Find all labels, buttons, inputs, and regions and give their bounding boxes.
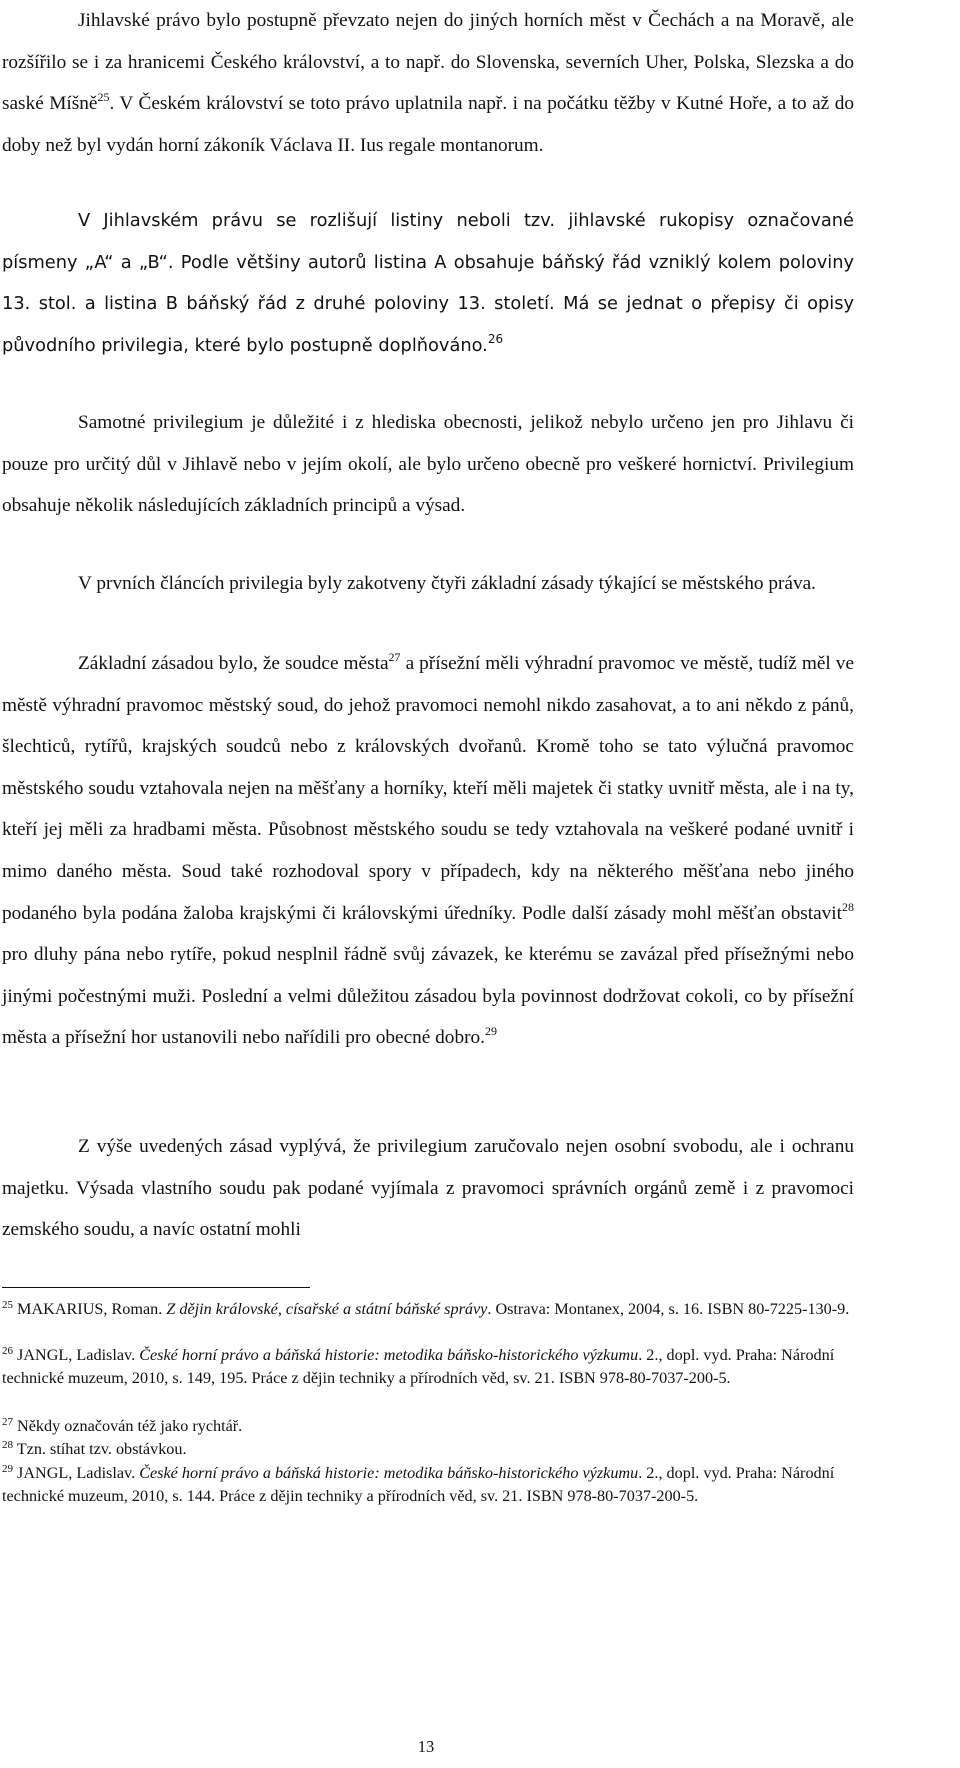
paragraph-2 [2,200,854,366]
footnote-26 [2,1344,854,1390]
paragraph-text: Samotné privilegium je důležité i z hlediska obecnosti, jelikož nebylo určeno jen pro Jihlavu či pouze pro určitý důl v Jihlavě nebo v jejím okolí, ale bylo určeno obecně pro veškeré hornictví. Privilegium obsahuje několik následujících základních principů a výsad. [2,412,854,517]
footnote-text: . Ostrava: Montanex, 2004, s. 16. ISBN 80-7225-130-9. [487,1300,850,1318]
footnote-28 [2,1438,854,1461]
footnote-number: 28 [2,1439,13,1451]
paragraph-text: V Jihlavském právu se rozlišují listiny neboli tzv. jihlavské rukopisy označované písmeny „A“ a „B“. Podle většiny autorů listina A obsahuje báňský řád vzniklý kolem poloviny 13. stol. a listina B báňský řád z druhé poloviny 13. století. Má se jednat o přepisy či opisy původního privilegia, které bylo postupně doplňováno. [2,210,854,356]
paragraph-text: Jihlavské právo bylo postupně převzato nejen do jiných horních měst v Čechách a na Moravě, ale rozšířilo se i za hranicemi Českého království, a to např. do Slovenska, severních Uher, Polska, Slezska a do saské Míšně [2,10,854,115]
paragraph-text: Z výše uvedených zásad vyplývá, že privilegium zaručovalo nejen osobní svobodu, ale i ochranu majetku. Výsada vlastního soudu pak podané vyjímala z pravomoci správních orgánů země i z pravomoci zemského soudu, a navíc ostatní mohli [2,1136,854,1241]
paragraph-6 [2,1126,854,1251]
paragraph-3 [2,402,854,527]
footnote-text: . 2., dopl. vyd. Praha: Národní technické muzeum, 2010, s. 149, 195. Práce z dějin techniky a přírodních věd, sv. 21. ISBN 978-80-7037-200-5. [2,1346,835,1387]
footnote-title: České horní právo a báňská historie: metodika báňsko-historického výzkumu [139,1346,639,1364]
paragraph-text: pro dluhy pána nebo rytíře, pokud nesplnil řádně svůj závazek, ke kterému se zavázal před přísežnými nebo jinými počestnými muži. Poslední a velmi důležitou zásadou byla povinnost dodržovat cokoli, co by přísežní města a přísežní hor ustanovili nebo nařídili pro obecné dobro. [2,944,854,1049]
footnote-separator [2,1287,310,1288]
footnote-text: . 2., dopl. vyd. Praha: Národní technické muzeum, 2010, s. 144. Práce z dějin techniky a přírodních věd, sv. 21. ISBN 978-80-7037-200-5. [2,1464,835,1505]
footnote-text: JANGL, Ladislav. [13,1346,140,1364]
footnote-27 [2,1415,854,1438]
footnote-29 [2,1462,854,1508]
paragraph-text: . V Českém království se toto právo uplatnila např. i na počátku těžby v Kutné Hoře, a to až do doby než byl vydán horní zákoník Václava II. Ius regale montanorum. [2,93,854,156]
paragraph-4 [2,563,854,605]
footnote-text: JANGL, Ladislav. [13,1464,140,1482]
paragraph-text: a přísežní měli výhradní pravomoc ve městě, tudíž měl ve městě výhradní pravomoc městský soud, do jehož pravomoci nemohl nikdo zasahovat, a to ani někdo z pánů, šlechticů, rytířů, krajských soudců nebo z královských dvořanů. Kromě toho se tato výlučná pravomoc městského soudu vztahovala nejen na měšťany a horníky, kteří měli majetek či statky uvnitř města, ale i na ty, kteří jej měli za hradbami města. Působnost městského soudu se tedy vztahovala na veškeré podané uvnitř i mimo daného města. Soud také rozhodoval spory v případech, kdy na některého měšťana nebo jiného podaného byla podána žaloba krajskými či královskými úředníky. Podle další zásady mohl měšťan obstavit [2,653,855,924]
paragraph-5 [2,643,854,1059]
footnote-ref-25[interactable]: 25 [97,90,110,105]
footnote-number: 25 [2,1299,13,1311]
footnote-ref-28[interactable]: 28 [842,899,854,914]
footnote-ref-27[interactable]: 27 [388,650,401,664]
paragraph-text: Základní zásadou bylo, že soudce města [78,653,389,674]
footnote-text: Tzn. stíhat tzv. obstávkou. [13,1440,187,1458]
paragraph-text: V prvních článcích privilegia byly zakotveny čtyři základní zásady týkající se městského práva. [78,573,816,594]
footnote-title: Z dějin královské, císařské a státní báňské správy [166,1300,488,1318]
footnote-number: 26 [2,1345,13,1357]
footnote-text: Někdy označován též jako rychtář. [13,1417,243,1435]
page-number: 13 [417,1737,435,1756]
footnote-ref-29[interactable]: 29 [484,1024,497,1039]
footnote-title: České horní právo a báňská historie: metodika báňsko-historického výzkumu [139,1464,639,1482]
footnote-25 [2,1298,854,1321]
footnote-number: 29 [2,1463,13,1475]
footnote-text: MAKARIUS, Roman. [13,1300,167,1318]
paragraph-1 [2,0,854,166]
footnote-number: 27 [2,1416,13,1428]
footnote-ref-26[interactable]: 26 [487,331,504,346]
